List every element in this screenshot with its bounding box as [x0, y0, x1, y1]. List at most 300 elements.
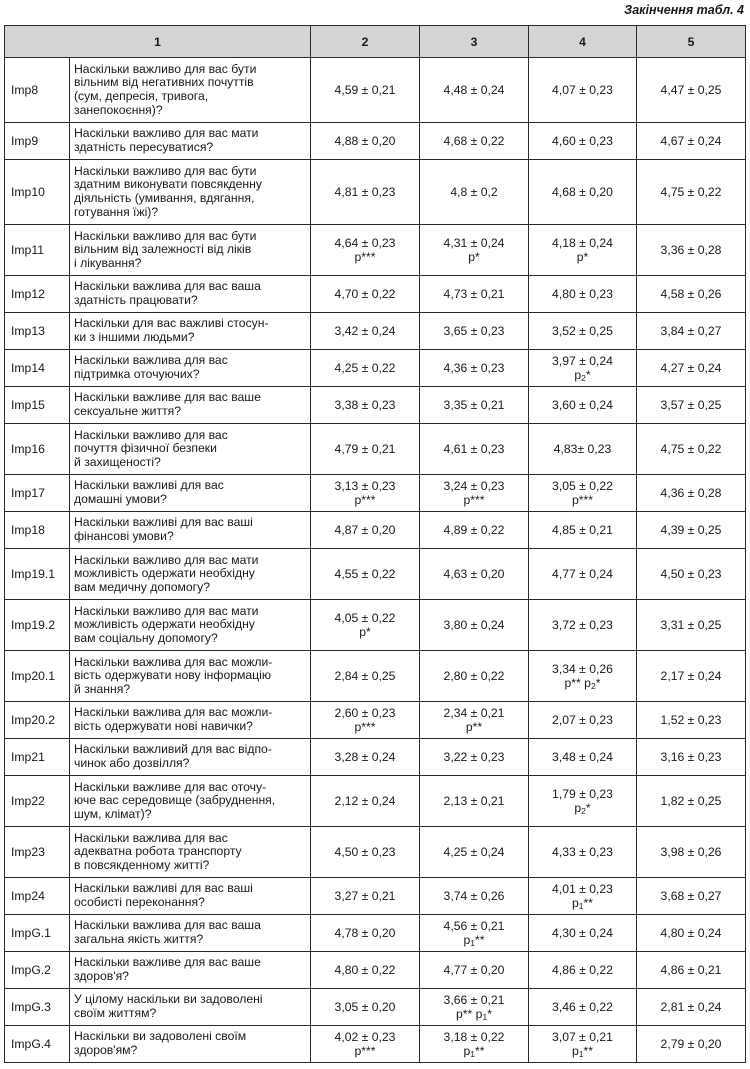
value-cell: [420, 651, 529, 702]
value-cell: [420, 1026, 529, 1063]
question-line: вість одержувати нову інформацію: [74, 668, 271, 683]
value-cell: [637, 989, 746, 1026]
significance-text: p***: [354, 493, 376, 507]
significance-stars: **: [583, 1043, 593, 1058]
header-cell-1: 1: [5, 26, 311, 58]
value-cell: [420, 989, 529, 1026]
question-cell: [70, 600, 311, 651]
mean-value: 2,17 ± 0,24: [660, 669, 722, 683]
value-cell: [637, 549, 746, 600]
mean-value: 4,78 ± 0,20: [334, 926, 396, 940]
question-line: готування їжі)?: [74, 204, 159, 219]
table-row: [5, 313, 746, 350]
value-cell: [420, 549, 529, 600]
significance-subscript: 1: [578, 1048, 584, 1059]
value-cell: [311, 549, 420, 600]
mean-value: 4,75 ± 0,22: [660, 442, 722, 456]
mean-value: 3,52 ± 0,25: [552, 324, 613, 338]
mean-value: 3,18 ± 0,22: [443, 1029, 505, 1044]
mean-value: 4,50 ± 0,23: [660, 567, 722, 581]
significance-text: p: [463, 932, 471, 947]
value-cell: [311, 424, 420, 475]
table-row: [5, 225, 746, 276]
value-cell: [637, 512, 746, 549]
mean-value: 4,86 ± 0,22: [552, 963, 613, 977]
value-cell: [637, 878, 746, 915]
question-line: й знання?: [74, 681, 131, 696]
mean-value: 3,34 ± 0,26: [552, 661, 613, 676]
value-cell: [311, 989, 420, 1026]
mean-value: 4,89 ± 0,22: [443, 523, 505, 537]
row-code: Imp8: [5, 58, 70, 123]
mean-value: 3,84 ± 0,27: [660, 324, 722, 338]
question-line: діяльність (умивання, вдягання,: [74, 191, 255, 205]
mean-value: 3,98 ± 0,26: [660, 845, 722, 859]
significance-text: p: [571, 895, 579, 910]
value-cell: [529, 160, 637, 225]
significance-text: p***: [571, 493, 593, 507]
value-cell: [420, 276, 529, 313]
mean-value: 4,59 ± 0,21: [334, 83, 396, 97]
question-cell: [70, 313, 311, 350]
mean-value: 4,75 ± 0,22: [660, 185, 722, 199]
mean-value: 4,58 ± 0,26: [660, 287, 722, 301]
mean-value: 3,48 ± 0,24: [552, 750, 613, 764]
mean-value: 4,60 ± 0,23: [552, 134, 613, 148]
mean-value: 3,72 ± 0,23: [552, 618, 613, 632]
value-cell: [529, 651, 637, 702]
mean-value: 3,05 ± 0,20: [334, 1000, 396, 1014]
value-cell: [529, 1026, 637, 1063]
mean-value: 3,24 ± 0,23: [443, 479, 505, 493]
significance-stars: *: [585, 367, 591, 382]
question-line: вам соціальну допомогу?: [74, 630, 218, 645]
mean-value: 3,66 ± 0,21: [443, 992, 505, 1007]
question-line: Наскільки ви задоволені своїм: [74, 1029, 247, 1044]
question-line: Наскільки важлива для вас: [74, 830, 228, 845]
question-line: Наскільки важливе для вас ваше: [74, 955, 261, 970]
value-cell: [311, 600, 420, 651]
significance-text: p***: [463, 493, 485, 507]
question-line: занепокоєння)?: [74, 102, 163, 117]
header-cell-4: 4: [529, 26, 637, 58]
question-line: Наскільки важливі для вас: [74, 478, 224, 493]
value-cell: [420, 58, 529, 123]
value-cell: [529, 600, 637, 651]
question-cell: [70, 123, 311, 160]
value-cell: [529, 313, 637, 350]
question-line: Наскільки важливо для вас мати: [74, 552, 259, 567]
question-line: фінансові умови?: [74, 529, 174, 543]
mean-value: 4,01 ± 0,23: [552, 881, 613, 896]
value-cell: [420, 225, 529, 276]
question-line: Наскільки важливо для вас: [74, 427, 228, 442]
mean-value: 2,12 ± 0,24: [334, 794, 396, 808]
row-code: Imp17: [5, 475, 70, 512]
value-cell: [311, 160, 420, 225]
mean-value: 3,36 ± 0,28: [660, 243, 722, 257]
value-cell: [311, 313, 420, 350]
mean-value: 2,34 ± 0,21: [443, 706, 505, 720]
mean-value: 3,68 ± 0,27: [660, 889, 722, 903]
row-code: Imp14: [5, 350, 70, 387]
significance-text: p*: [576, 250, 589, 264]
question-line: здатність працювати?: [74, 293, 198, 307]
mean-value: 4,79 ± 0,21: [334, 442, 396, 456]
question-cell: [70, 1026, 311, 1063]
mean-value: 2,07 ± 0,23: [552, 713, 613, 727]
significance-text: p**: [465, 720, 483, 734]
significance-mark: [529, 250, 636, 264]
significance-text: p*: [468, 250, 480, 264]
table-row: [5, 160, 746, 225]
value-cell: [637, 123, 746, 160]
significance-text: p***: [354, 250, 376, 264]
significance-mark: [529, 1044, 636, 1059]
mean-value: 4,25 ± 0,22: [334, 361, 396, 375]
significance-subscript: 1: [578, 900, 584, 911]
mean-value: 4,39 ± 0,25: [660, 523, 722, 537]
significance-subscript: 1: [482, 1011, 488, 1022]
value-cell: [420, 123, 529, 160]
question-line: Наскільки важливе для вас оточу-: [74, 779, 267, 794]
significance-subscript: 2: [581, 372, 586, 383]
mean-value: 4,27 ± 0,24: [660, 361, 722, 375]
value-cell: [420, 878, 529, 915]
value-cell: [637, 952, 746, 989]
value-cell: [637, 276, 746, 313]
mean-value: 4,47 ± 0,25: [660, 83, 722, 97]
mean-value: 1,82 ± 0,25: [660, 794, 722, 808]
table-row: [5, 549, 746, 600]
table-row: [5, 776, 746, 827]
mean-value: 3,74 ± 0,26: [443, 889, 505, 903]
value-cell: [420, 827, 529, 878]
question-line: юче вас середовище (забруднення,: [74, 793, 276, 808]
mean-value: 4,83± 0,23: [553, 442, 612, 456]
value-cell: [311, 350, 420, 387]
row-code: Imp13: [5, 313, 70, 350]
question-line: У цілому наскільки ви задоволені: [74, 992, 263, 1007]
mean-value: 2,84 ± 0,25: [334, 669, 396, 683]
question-line: вість одержувати нові навички?: [74, 719, 253, 733]
mean-value: 4,77 ± 0,20: [443, 963, 505, 977]
table-row: [5, 387, 746, 424]
row-code: Imp15: [5, 387, 70, 424]
value-cell: [637, 702, 746, 739]
table-row: [5, 58, 746, 123]
value-cell: [637, 424, 746, 475]
value-cell: [637, 1026, 746, 1063]
question-line: чинок або дозвілля?: [74, 756, 190, 770]
value-cell: [637, 651, 746, 702]
table-row: [5, 827, 746, 878]
row-code: Imp20.1: [5, 651, 70, 702]
row-code: Imp24: [5, 878, 70, 915]
mean-value: 4,73 ± 0,21: [443, 287, 505, 301]
value-cell: [529, 58, 637, 123]
significance-stars: *: [487, 1006, 492, 1021]
significance-mark: [311, 1044, 419, 1058]
row-code: Imp10: [5, 160, 70, 225]
value-cell: [637, 160, 746, 225]
question-line: Наскільки важливо для вас бути: [74, 61, 257, 76]
value-cell: [420, 702, 529, 739]
mean-value: 3,13 ± 0,23: [334, 479, 396, 493]
question-line: (сум, депресія, тривога,: [74, 89, 209, 103]
header-row: [5, 26, 746, 58]
mean-value: 4,61 ± 0,23: [443, 442, 505, 456]
value-cell: [529, 123, 637, 160]
significance-stars: **: [475, 1043, 485, 1058]
mean-value: 4,63 ± 0,20: [443, 567, 505, 581]
row-code: ImpG.4: [5, 1026, 70, 1063]
value-cell: [311, 58, 420, 123]
question-cell: [70, 387, 311, 424]
question-cell: [70, 549, 311, 600]
question-line: Наскільки важлива для вас можли-: [74, 654, 273, 669]
mean-value: 3,65 ± 0,23: [443, 324, 505, 338]
question-line: Наскільки важливі для вас ваші: [74, 881, 253, 896]
question-line: Наскільки важливо для вас мати: [74, 603, 259, 618]
value-cell: [637, 58, 746, 123]
mean-value: 4,87 ± 0,20: [334, 523, 396, 537]
value-cell: [311, 512, 420, 549]
row-code: ImpG.2: [5, 952, 70, 989]
significance-text: p: [574, 367, 582, 382]
value-cell: [311, 827, 420, 878]
row-code: Imp19.1: [5, 549, 70, 600]
row-code: Imp12: [5, 276, 70, 313]
question-cell: [70, 739, 311, 776]
table-row: [5, 1026, 746, 1063]
value-cell: [529, 952, 637, 989]
value-cell: [529, 225, 637, 276]
question-cell: [70, 475, 311, 512]
mean-value: 4,18 ± 0,24: [552, 236, 613, 250]
question-line: Наскільки важливо для вас мати: [74, 126, 259, 141]
value-cell: [529, 276, 637, 313]
question-line: можливість одержати необхідну: [74, 566, 255, 581]
value-cell: [637, 387, 746, 424]
mean-value: 4,67 ± 0,24: [660, 134, 722, 148]
mean-value: 4,48 ± 0,24: [443, 83, 505, 97]
question-line: Наскільки важливо для вас бути: [74, 228, 257, 243]
value-cell: [420, 739, 529, 776]
value-cell: [420, 600, 529, 651]
mean-value: 4,80 ± 0,24: [660, 926, 722, 940]
mean-value: 4,33 ± 0,23: [552, 845, 613, 859]
value-cell: [637, 827, 746, 878]
header-cell-5: 5: [637, 26, 746, 58]
question-line: вільним від залежності від ліків: [74, 242, 252, 257]
mean-value: 3,46 ± 0,22: [552, 1000, 613, 1014]
value-cell: [637, 313, 746, 350]
significance-mark: [420, 1007, 528, 1022]
value-cell: [529, 549, 637, 600]
mean-value: 3,16 ± 0,23: [660, 750, 722, 764]
question-line: Наскільки важливе для вас ваше: [74, 390, 261, 405]
value-cell: [311, 952, 420, 989]
value-cell: [420, 387, 529, 424]
question-line: почуття фізичної безпеки: [74, 441, 217, 456]
significance-mark: [529, 801, 636, 816]
value-cell: [529, 702, 637, 739]
row-code: Imp18: [5, 512, 70, 549]
value-cell: [529, 387, 637, 424]
question-cell: [70, 225, 311, 276]
table-row: [5, 651, 746, 702]
value-cell: [420, 424, 529, 475]
row-code: ImpG.1: [5, 915, 70, 952]
mean-value: 4,85 ± 0,21: [552, 523, 613, 537]
mean-value: 4,86 ± 0,21: [660, 963, 722, 977]
question-line: і лікування?: [74, 255, 142, 270]
value-cell: [529, 350, 637, 387]
significance-mark: [420, 720, 528, 734]
question-cell: [70, 878, 311, 915]
mean-value: 4,25 ± 0,24: [443, 845, 505, 859]
value-cell: [529, 989, 637, 1026]
value-cell: [420, 313, 529, 350]
table-row: [5, 878, 746, 915]
value-cell: [420, 952, 529, 989]
value-cell: [529, 424, 637, 475]
value-cell: [311, 915, 420, 952]
value-cell: [311, 123, 420, 160]
significance-mark: [420, 1044, 528, 1059]
value-cell: [311, 475, 420, 512]
question-line: своїм життям?: [74, 1006, 157, 1020]
mean-value: 3,80 ± 0,24: [443, 618, 505, 632]
question-line: особисті переконання?: [74, 895, 205, 909]
value-cell: [529, 512, 637, 549]
significance-stars: *: [585, 800, 591, 815]
mean-value: 3,28 ± 0,24: [334, 750, 396, 764]
question-line: Наскільки важлива для вас можли-: [74, 705, 273, 720]
mean-value: 4,88 ± 0,20: [334, 134, 396, 148]
table-caption: Закінчення табл. 4: [624, 3, 744, 17]
table-row: [5, 424, 746, 475]
question-cell: [70, 276, 311, 313]
value-cell: [637, 600, 746, 651]
question-line: ки з іншими людьми?: [74, 330, 195, 344]
significance-text: p** p: [564, 675, 591, 690]
question-cell: [70, 512, 311, 549]
significance-mark: [529, 676, 636, 691]
mean-value: 2,79 ± 0,20: [660, 1037, 722, 1051]
question-cell: [70, 827, 311, 878]
mean-value: 3,38 ± 0,23: [334, 398, 396, 412]
row-code: Imp19.2: [5, 600, 70, 651]
value-cell: [637, 475, 746, 512]
significance-text: p: [463, 1043, 471, 1058]
row-code: Imp23: [5, 827, 70, 878]
mean-value: 4,55 ± 0,22: [334, 567, 396, 581]
significance-text: p** p: [456, 1006, 483, 1021]
question-cell: [70, 160, 311, 225]
value-cell: [529, 878, 637, 915]
question-line: в повсякденному житті?: [74, 857, 210, 872]
mean-value: 3,97 ± 0,24: [552, 353, 613, 368]
significance-stars: **: [583, 895, 593, 910]
table-row: [5, 123, 746, 160]
mean-value: 3,60 ± 0,24: [552, 398, 613, 412]
question-line: Наскільки важлива для вас: [74, 353, 228, 368]
mean-value: 4,64 ± 0,23: [334, 236, 396, 250]
mean-value: 3,35 ± 0,21: [443, 398, 505, 412]
value-cell: [311, 702, 420, 739]
value-cell: [311, 651, 420, 702]
significance-stars: **: [475, 932, 485, 947]
mean-value: 4,07 ± 0,23: [552, 83, 613, 97]
value-cell: [420, 512, 529, 549]
question-cell: [70, 350, 311, 387]
value-cell: [637, 350, 746, 387]
table-body: [5, 58, 746, 1063]
mean-value: 4,68 ± 0,22: [443, 134, 505, 148]
significance-mark: [311, 493, 419, 507]
data-table: [4, 25, 746, 1063]
question-line: вільним від негативних почуттів: [74, 75, 254, 90]
question-cell: [70, 424, 311, 475]
question-line: шум, клімат)?: [74, 806, 152, 821]
significance-subscript: 2: [590, 680, 596, 691]
table-row: [5, 475, 746, 512]
question-line: вам медичну допомогу?: [74, 579, 210, 594]
mean-value: 4,02 ± 0,23: [334, 1030, 396, 1044]
significance-mark: [420, 250, 528, 264]
significance-text: p*: [359, 625, 371, 639]
significance-mark: [311, 625, 419, 639]
row-code: Imp20.2: [5, 702, 70, 739]
question-line: сексуальне життя?: [74, 404, 182, 418]
mean-value: 4,31 ± 0,24: [443, 236, 505, 250]
mean-value: 4,50 ± 0,23: [334, 845, 396, 859]
value-cell: [529, 776, 637, 827]
question-cell: [70, 989, 311, 1026]
table-row: [5, 989, 746, 1026]
significance-mark: [311, 720, 419, 734]
question-line: можливість одержати необхідну: [74, 617, 255, 632]
question-cell: [70, 58, 311, 123]
table-row: [5, 739, 746, 776]
question-line: Наскільки важлива для вас ваша: [74, 279, 261, 294]
mean-value: 1,52 ± 0,23: [660, 713, 722, 727]
value-cell: [311, 739, 420, 776]
question-cell: [70, 651, 311, 702]
table-row: [5, 276, 746, 313]
mean-value: 4,56 ± 0,21: [443, 918, 505, 933]
significance-subscript: 1: [470, 1048, 475, 1059]
question-line: й захищеності?: [74, 454, 161, 469]
value-cell: [420, 475, 529, 512]
question-line: Наскільки важливі для вас ваші: [74, 515, 253, 530]
question-cell: [70, 702, 311, 739]
significance-mark: [529, 493, 636, 507]
question-line: Наскільки важливий для вас відпо-: [74, 742, 272, 757]
significance-text: p: [571, 1043, 579, 1058]
question-line: підтримка оточуючих?: [74, 367, 200, 381]
significance-subscript: 2: [581, 805, 586, 816]
value-cell: [311, 225, 420, 276]
mean-value: 3,57 ± 0,25: [660, 398, 722, 412]
question-line: здоров'ям?: [74, 1043, 138, 1057]
question-line: Наскільки для вас важливі стосун-: [74, 316, 269, 331]
value-cell: [311, 276, 420, 313]
significance-text: p***: [354, 1044, 376, 1058]
significance-mark: [420, 493, 528, 507]
